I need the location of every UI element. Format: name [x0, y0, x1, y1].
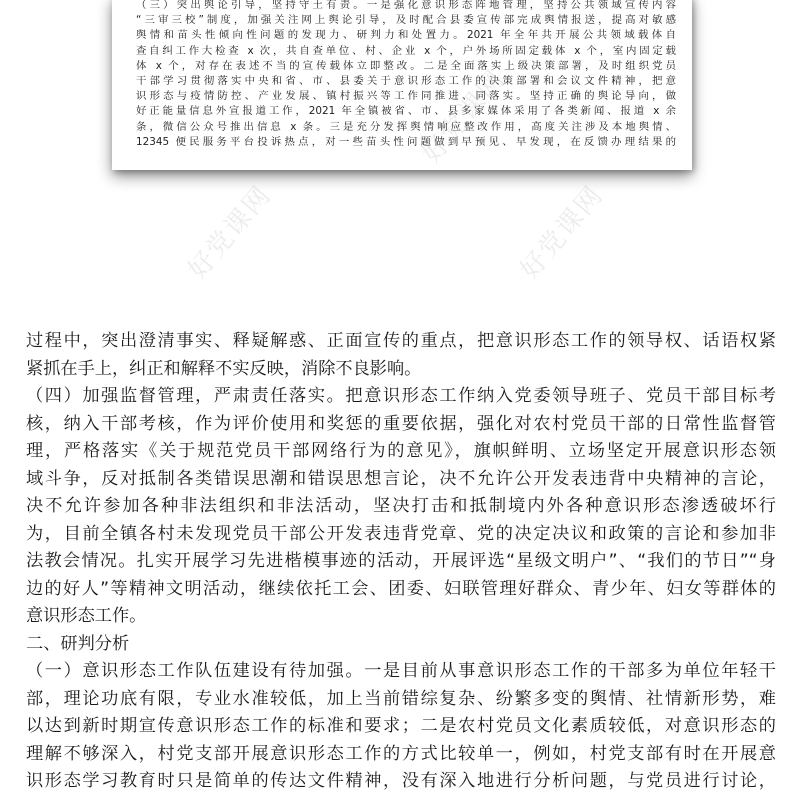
paragraph-line: 部，理论功底有限，专业水准较低，加上当前错综复杂、纷繁多变的舆情、社情新形势，难	[26, 688, 776, 709]
paragraph-line: 边的好人”等精神文明活动，继续依托工会、团委、妇联管理好群众、青少年、妇女等群体的	[26, 578, 776, 599]
paragraph-line: 二、研判分析	[26, 633, 130, 654]
document-preview-image	[112, 0, 692, 170]
paragraph-line: 为，目前全镇各村未发现党员干部公开发表违背党章、党的决定决议和政策的言论和参加非	[26, 523, 776, 544]
paragraph-line: 理解不够深入，村党支部开展意识形态工作的方式比较单一，例如，村党支部有时在开展意	[26, 743, 776, 764]
paragraph-line: （四）加强监督管理，严肃责任落实。把意识形态工作纳入党委领导班子、党员干部目标考	[26, 386, 776, 406]
preview-line: 舆情和苗头性倾向性问题的发现力、研判力和处置力。2021 年全年共开展公共领域载体自	[136, 29, 676, 42]
preview-line: 12345 便民服务平台投诉热点，对一些苗头性问题做到早预见、早发现，在反馈办理结果的	[136, 135, 676, 148]
preview-line: “三审三校”制度，加强关注网上舆论引导，及时配合县委宣传部完成舆情报送，提高对敏感	[136, 14, 676, 27]
preview-line: 查自纠工作大检查 x 次，共自查单位、村、企业 x 个，户外场所固定载体 x 个，室内固定载	[136, 44, 676, 57]
paragraph-line: 核，纳入干部考核，作为评价使用和奖惩的重要依据，强化对农村党员干部的日常性监督管	[26, 413, 776, 434]
paragraph-line: 紧抓在手上，纠正和解释不实反映，消除不良影响。	[26, 358, 422, 379]
paragraph-line: 意识形态工作。	[26, 606, 147, 626]
paragraph-line: 决不允许参加各种非法组织和非法活动，坚决打击和抵制境内外各种意识形态渗透破坏行	[26, 496, 776, 516]
paragraph-line: 以达到新时期宣传意识形态工作的标准和要求；二是农村党员文化素质较低，对意识形态的	[26, 716, 776, 736]
preview-watermark: 好党课网	[416, 64, 512, 170]
preview-line: 条，微信公众号推出信息 x 条。三是充分发挥舆情响应整改作用，高度关注涉及本地舆情、	[136, 120, 676, 133]
preview-text-block	[136, 0, 676, 150]
watermark-left: 好党课网	[182, 180, 278, 286]
preview-line: 好正能量信息外宣报道工作，2021 年全镇被省、市、县多家媒体采用了各类新闻、报道 x 余	[136, 105, 676, 118]
watermark-right: 好党课网	[514, 180, 610, 286]
paragraph-line: 识形态学习教育时只是简单的传达文件精神，没有深入地进行分析问题，与党员进行讨论，	[26, 771, 776, 791]
paragraph-line: （一）意识形态工作队伍建设有待加强。一是目前从事意识形态工作的干部多为单位年轻干	[26, 661, 776, 681]
preview-line: 识形态与疫情防控、产业发展、镇村振兴等工作同推进、同落实。坚持正确的舆论导向，做	[136, 90, 676, 103]
preview-line: 体 x 个，对存在表述不当的宣传载体立即整改。二是全面落实上级决策部署，及时组织党员	[136, 59, 676, 72]
preview-line: 干部学习贯彻落实中央和省、市、县委关于意识形态工作的决策部署和会议文件精神，把意	[136, 75, 676, 88]
preview-line: （三）突出舆论引导，坚持守土有责。一是强化意识形态阵地管理，坚持公共领域宣传内容	[136, 0, 676, 11]
body-text	[26, 328, 776, 796]
paragraph-line: 理，严格落实《关于规范党员干部网络行为的意见》，旗帜鲜明、立场坚定开展意识形态领	[26, 441, 776, 461]
paragraph-line: 域斗争，反对抵制各类错误思潮和错误思想言论，决不允许公开发表违背中央精神的言论，	[26, 468, 776, 489]
paragraph-line: 过程中，突出澄清事实、释疑解惑、正面宣传的重点，把意识形态工作的领导权、话语权紧	[26, 331, 776, 351]
paragraph-line: 法教会情况。扎实开展学习先进楷模事迹的活动，开展评选“星级文明户”、“我们的节日”“身	[26, 551, 776, 571]
